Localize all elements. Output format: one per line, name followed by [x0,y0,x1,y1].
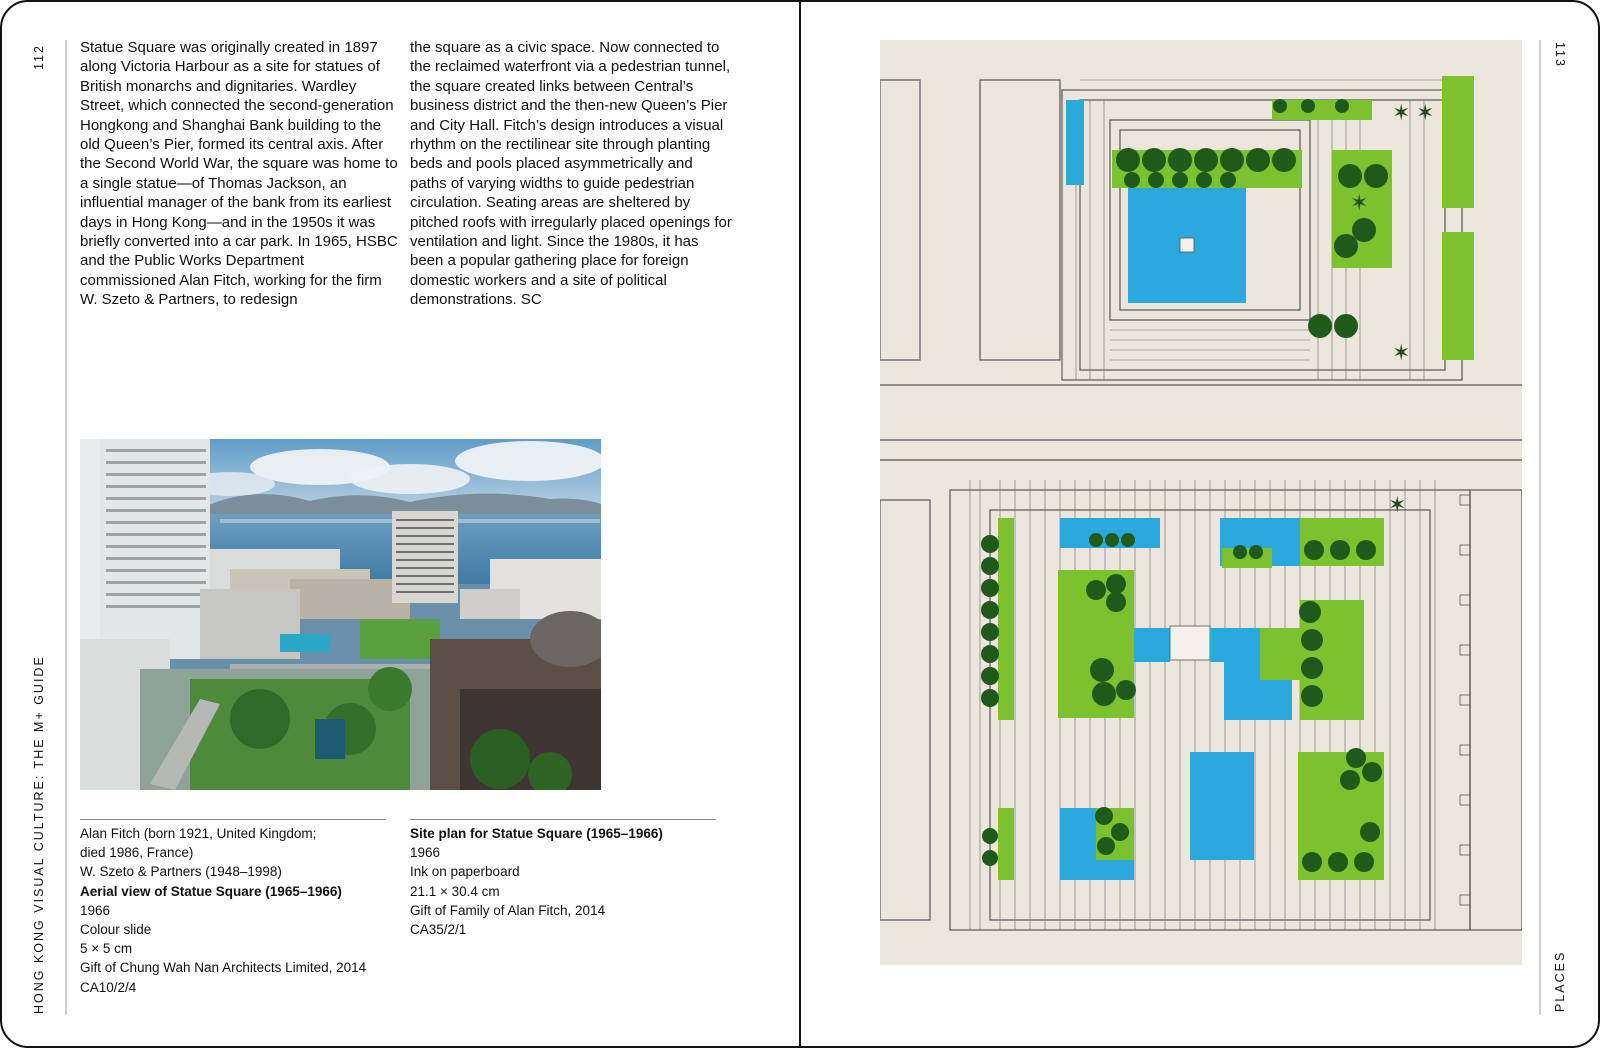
svg-text:✶: ✶ [1392,341,1411,366]
caption1-artist-death: died 1986, France) [80,845,194,861]
right-page-number: 113 [1553,42,1567,68]
left-running-head: HONG KONG VISUAL CULTURE: THE M+ GUIDE [32,655,46,1014]
caption-aerial-view [80,824,390,997]
body-paragraph-1: Statue Square was originally created in 1897 along Victoria Harbour as a site for statues of British monarchs and dignitaries. Wardley Street, which connected the second-generation Hongkong and Shanghai Bank building to the old Queen’s Pier, formed its central axis. After the Second World War, the square was home to a single statue—of Thomas Jackson, an influential manager of the bank from its earliest days in Hong Kong—and in the 1950s it was briefly converted into a car park. In 1965, HSBC and the Public Works Department commissioned Alan Fitch, working for the firm W. Szeto & Partners, to redesign [80,39,398,309]
svg-text:✶: ✶ [1350,191,1369,216]
site-plan-image [880,40,1522,965]
caption1-firm: W. Szeto & Partners (1948–1998) [80,864,282,880]
right-running-head: PLACES [1553,950,1567,1012]
caption1-credit: Gift of Chung Wah Nan Architects Limited, 2014 [80,960,367,976]
caption1-artist-line: Alan Fitch (born 1921, United Kingdom; [80,826,317,841]
body-text-column-2 [410,38,732,310]
caption1-date: 1966 [80,902,111,918]
caption-rule-2 [410,819,716,820]
body-text-column-1 [80,38,400,310]
caption2-credit: Gift of Family of Alan Fitch, 2014 [410,902,606,918]
caption1-title: Aerial view of Statue Square (1965–1966) [80,883,342,899]
site-plan-drawing [880,40,1522,965]
caption-rule-1 [80,819,386,820]
left-page [0,0,801,1048]
svg-text:✶: ✶ [1392,101,1411,126]
left-page-number: 112 [32,44,46,70]
caption2-number: CA35/2/1 [410,922,467,938]
left-margin-rule [65,40,67,1015]
aerial-photo-image [80,439,601,790]
aerial-photo-statue-square [80,439,601,790]
right-margin-rule [1539,40,1541,1015]
caption1-size: 5 × 5 cm [80,941,133,957]
caption2-title: Site plan for Statue Square (1965–1966) [410,826,663,841]
caption1-number: CA10/2/4 [80,979,137,995]
body-paragraph-2: the square as a civic space. Now connected to the reclaimed waterfront via a pedestrian tunnel, the square created links between Central’s business district and the then-new Queen’s Pier and City Hall. Fitch’s design introduces a visual rhythm on the rectilinear site through planting beds and pools placed asymmetrically and paths of varying widths to guide pedestrian circulation. Seating areas are sheltered by pitched roofs with irregularly placed openings for ventilation and light. Since the 1980s, it has been a popular gathering place for foreign domestic workers and a site of political demonstrations. SC [410,39,732,309]
caption1-medium: Colour slide [80,922,152,938]
caption2-size: 21.1 × 30.4 cm [410,883,500,899]
right-page [799,0,1600,1048]
svg-text:✶: ✶ [1416,101,1435,126]
caption-site-plan [410,824,720,939]
caption2-date: 1966 [410,845,441,861]
caption2-medium: Ink on paperboard [410,864,520,880]
svg-text:✶: ✶ [1388,493,1407,518]
